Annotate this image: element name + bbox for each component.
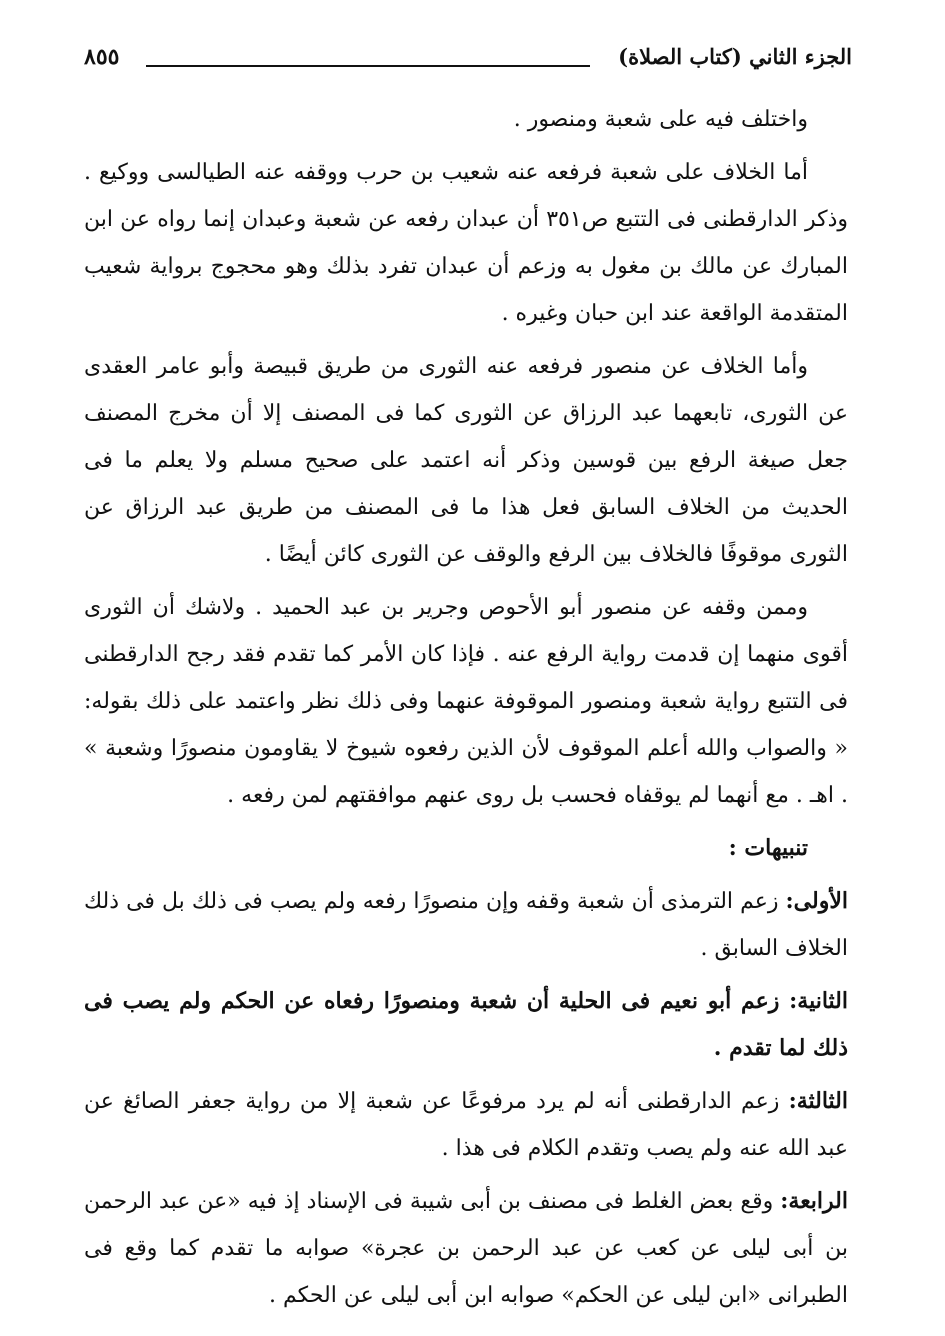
paragraph-disagreement: واختلف فيه على شعبة ومنصور . [513, 107, 808, 132]
page-number: ٨٥٥ [84, 44, 120, 70]
note-fourth [84, 1178, 848, 1319]
note-second-label: الثانية: [789, 988, 848, 1014]
paragraph-shuba: أما الخلاف على شعبة فرفعه عنه شعيب بن حرب ووقفه عنه الطيالسى ووكيع . وذكر الدارقطنى فى التتبع ص٣٥١ أن عبدان رفعه عن شعبة وعبدان إنما رواه عن ابن المبارك عن مالك بن مغول به وزعم أن عبدان تفرد بذلك وهو محجوج برواية شعيب المتقدمة الواقعة عند ابن حبان وغيره . [84, 160, 848, 326]
note-first-label: الأولى: [785, 888, 848, 914]
note-second-text: زعم أبو نعيم فى الحلية أن شعبة ومنصورًا رفعاه عن الحكم ولم يصب فى ذلك لما تقدم . [84, 988, 848, 1061]
note-third-text: زعم الدارقطنى أنه لم يرد مرفوعًا عن شعبة إلا من رواية جعفر الصائغ عن عبد الله عنه ولم يصب وتقدم الكلام فى هذا . [84, 1089, 848, 1161]
header-rule [146, 65, 590, 67]
paragraph-mansur: وأما الخلاف عن منصور فرفعه عنه الثورى من طريق قبيصة وأبو عامر العقدى عن الثورى، تابعهما عبد الرزاق عن الثورى كما فى المصنف إلا أن مخرج المصنف جعل صيغة الرفع بين قوسين وذكر أنه اعتمد على صحيح مسلم ولا يعلم ما فى الحديث من الخلاف السابق فعل هذا ما فى المصنف من طريق عبد الرزاق عن الثورى موقوفًا فالخلاف بين الرفع والوقف عن الثورى كائن أيضًا . [84, 354, 849, 567]
page-body [84, 96, 848, 1325]
note-fourth-text: وقع بعض الغلط فى مصنف بن أبى شيبة فى الإسناد إذ فيه «عن عبد الرحمن بن أبى ليلى عن كعب عن عبد الرحمن بن عجرة» صوابه ما تقدم كما وقع فى الطبرانى «ابن ليلى عن الحكم» صوابه ابن أبى ليلى عن الحكم . [84, 1189, 848, 1308]
paragraph-mawquf: وممن وقفه عن منصور أبو الأحوص وجرير بن عبد الحميد . ولاشك أن الثورى أقوى منهما إن قدمت رواية الرفع عنه . فإذا كان الأمر كما تقدم فقد رجح الدارقطنى فى التتبع رواية شعبة ومنصور الموقوفة عنهما وفى ذلك نظر واعتمد على ذلك بقوله: « والصواب والله أعلم الموقوف لأن الذين رفعوه شيوخ لا يقاومون منصورًا وشعبة » . اهـ . مع أنهما لم يوقفاه فحسب بل روى عنهم موافقتهم لمن رفعه . [84, 595, 848, 808]
note-second [84, 978, 848, 1072]
note-first-text: زعم الترمذى أن شعبة وقفه وإن منصورًا رفعه ولم يصب فى ذلك بل فى ذلك الخلاف السابق . [84, 889, 848, 961]
note-fourth-label: الرابعة: [780, 1188, 848, 1214]
page-header [84, 44, 852, 84]
running-title: الجزء الثاني (كتاب الصلاة) [618, 44, 852, 69]
note-first [84, 878, 848, 972]
note-third [84, 1078, 848, 1172]
note-third-label: الثالثة: [788, 1088, 848, 1114]
section-heading-notes: تنبيهات : [728, 835, 808, 861]
